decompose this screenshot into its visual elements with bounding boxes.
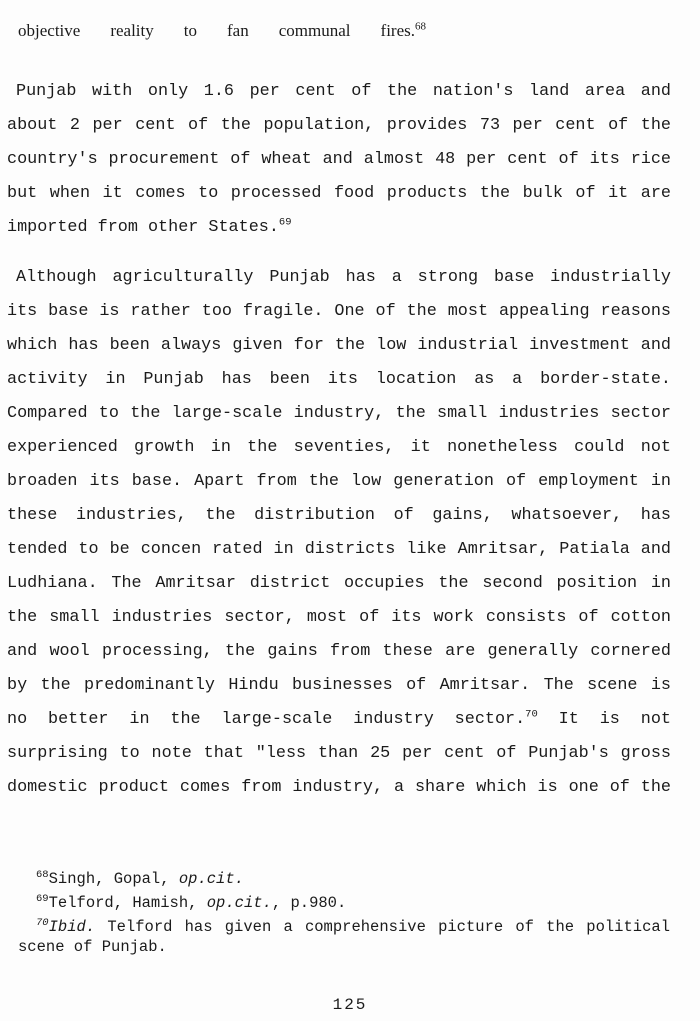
footnotes <box>18 869 670 957</box>
header-word: fan <box>227 21 249 40</box>
text-line: activity in Punjab has been its location as a border-state. <box>7 370 671 389</box>
italic-text <box>36 918 49 936</box>
text-line: domestic product comes from industry, a share which is one of the <box>7 778 671 797</box>
footnote-ref: 70 <box>36 916 49 929</box>
text-line: these industries, the distribution of gains, whatsoever, has <box>7 506 671 525</box>
footnote-ref: 69 <box>278 216 292 229</box>
text-line: no better in the large-scale industry sector.$^{70}$ It is not <box>7 708 671 729</box>
footnote: $^{70}$Ibid. Telford has given a comprehensive picture of the political scene of Punjab. <box>18 916 670 956</box>
footnote: $^{68}$Singh, Gopal, op.cit. <box>36 868 244 888</box>
page-number: 125 <box>332 996 368 1014</box>
text-line: experienced growth in the seventies, it nonetheless could not <box>7 438 671 457</box>
footnote-ref: 69 <box>36 892 49 905</box>
header-word: reality <box>110 21 154 40</box>
text-line: its base is rather too fragile. One of the most appealing reasons <box>7 302 671 321</box>
text-line: country's procurement of wheat and almost 48 per cent of its rice <box>7 150 671 169</box>
footnote-ref: 68 <box>36 868 49 881</box>
text-line: but when it comes to processed food products the bulk of it are <box>7 184 671 203</box>
text-line: tended to be concen rated in districts like Amritsar, Patiala and <box>7 540 671 559</box>
text-line: surprising to note that "less than 25 per cent of Punjab's gross <box>7 744 671 763</box>
italic-text: op.cit. <box>178 870 244 888</box>
italic-text: Ibid. <box>48 918 96 936</box>
text-line: imported from other States.$^{69}$ <box>7 216 292 237</box>
header-word: fires.$^{68}$ <box>380 20 426 40</box>
paragraph <box>7 75 671 245</box>
text-line: and wool processing, the gains from these are generally cornered <box>7 642 671 661</box>
footnote-ref: 70 <box>525 708 538 721</box>
italic-text: op.cit. <box>206 894 272 912</box>
text-line: by the predominantly Hindu businesses of Amritsar. The scene is <box>7 676 671 695</box>
text-line: the small industries sector, most of its work consists of cotton <box>7 608 671 627</box>
text-line: Punjab with only 1.6 per cent of the nation's land area and <box>16 82 671 101</box>
text-line: Compared to the large-scale industry, the small industries sector <box>7 404 671 423</box>
running-text-line <box>18 20 426 41</box>
paragraph <box>7 261 671 805</box>
header-word: objective <box>18 21 81 40</box>
text-line: Ludhiana. The Amritsar district occupies the second position in <box>7 574 671 593</box>
header-word: communal <box>278 21 351 40</box>
footnote: $^{69}$Telford, Hamish, op.cit., p.980. <box>36 892 347 912</box>
text-line: which has been always given for the low industrial investment and <box>7 336 671 355</box>
body-text <box>7 75 671 805</box>
text-line: broaden its base. Apart from the low generation of employment in <box>7 472 671 491</box>
footnote-ref: 68 <box>415 20 426 33</box>
text-line: Although agriculturally Punjab has a strong base industrially <box>16 268 671 287</box>
header-word: to <box>183 21 197 40</box>
text-line: about 2 per cent of the population, provides 73 per cent of the <box>7 116 671 135</box>
